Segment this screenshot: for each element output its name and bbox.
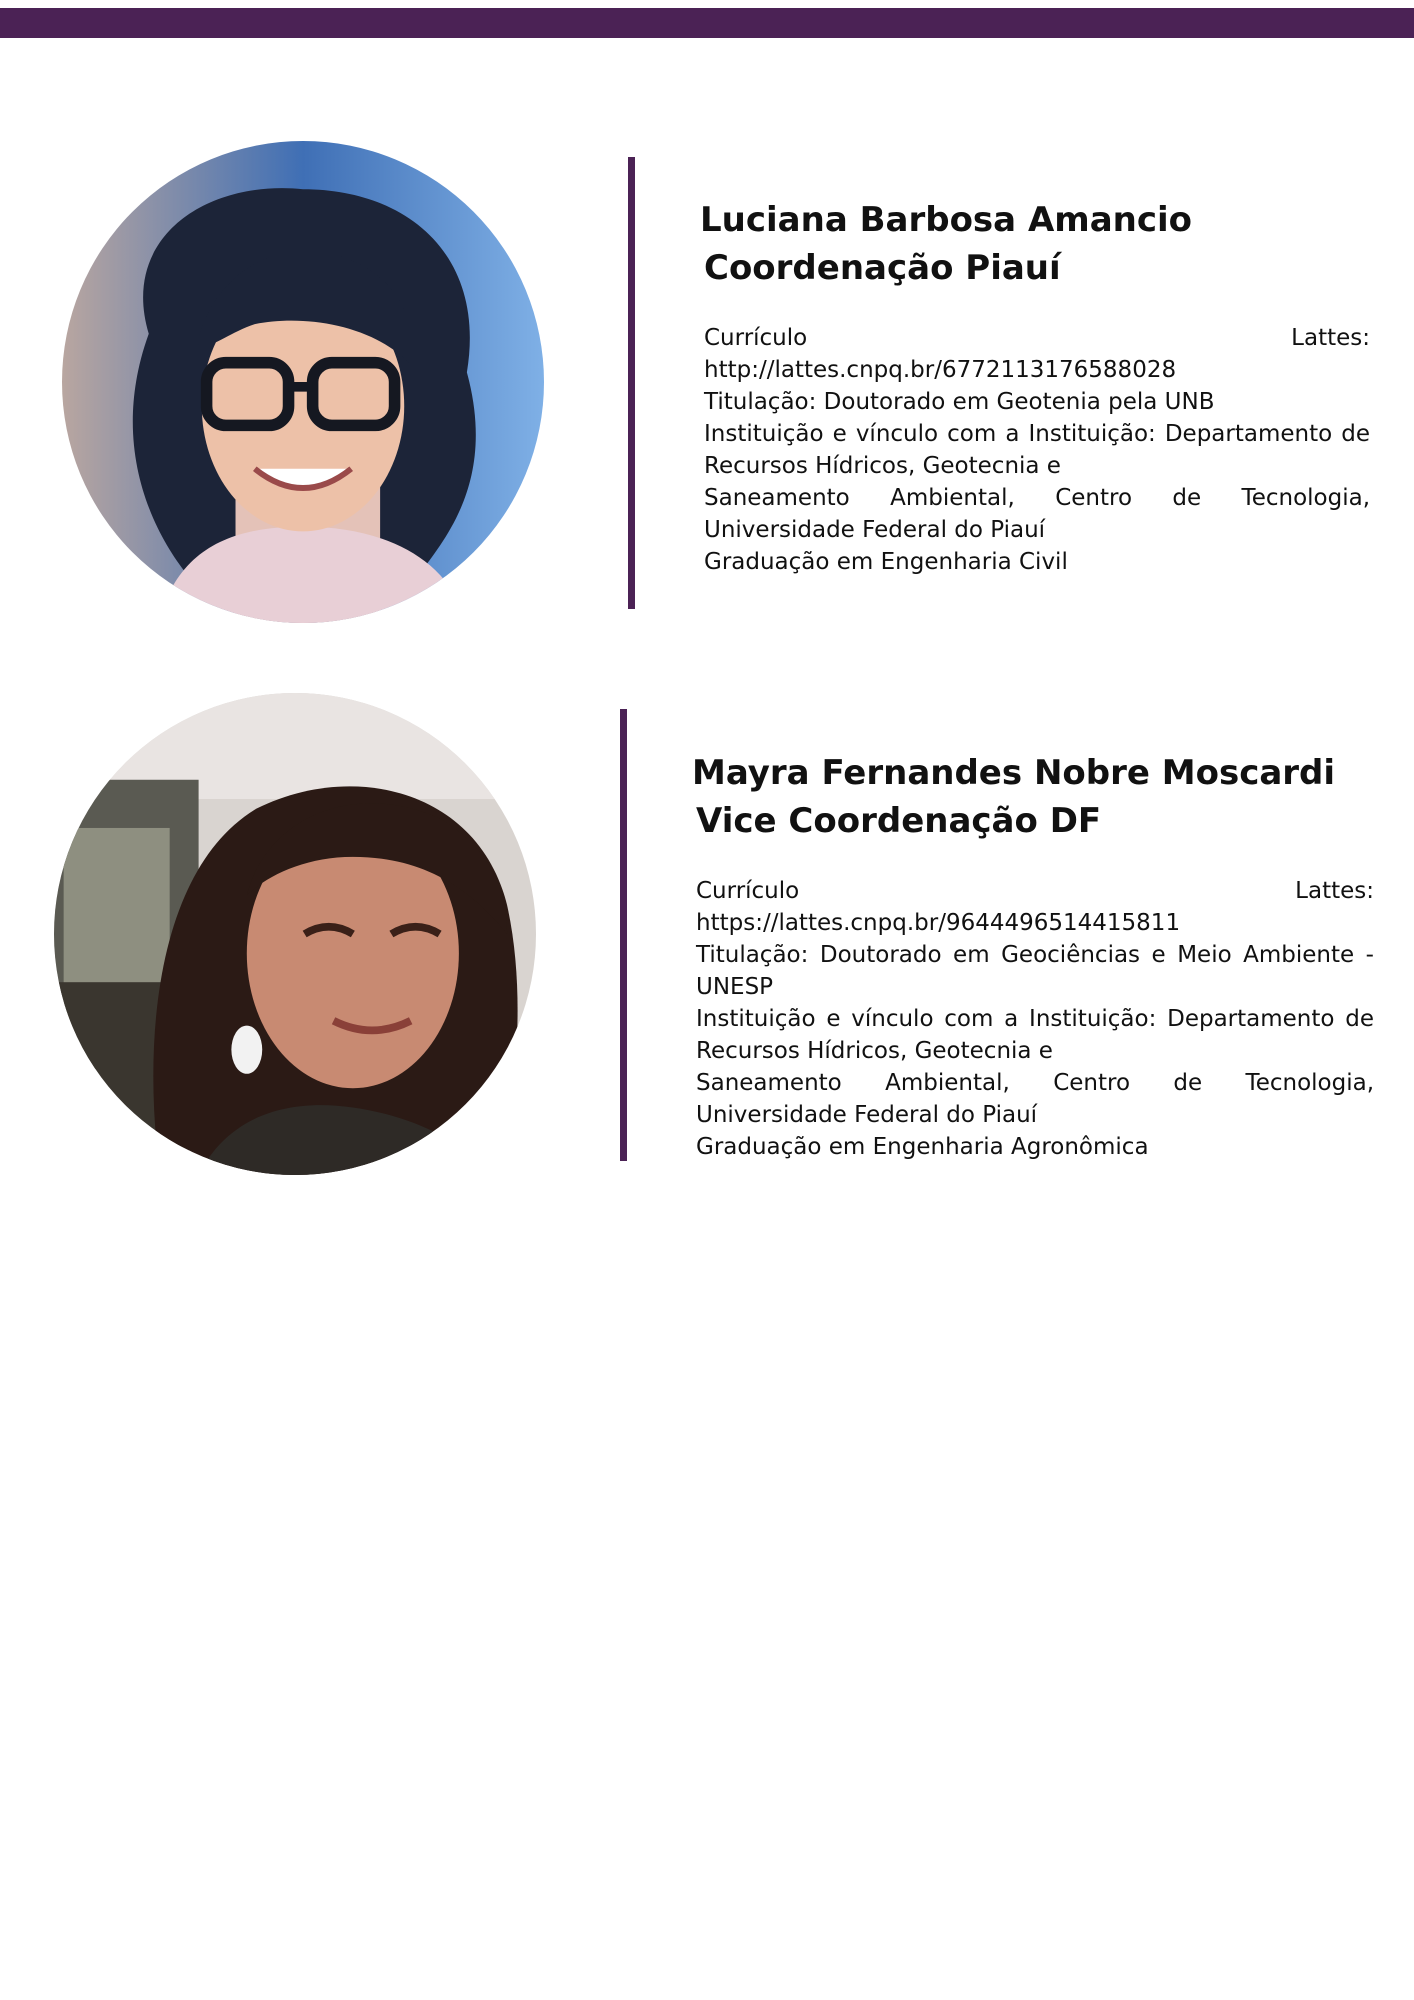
lattes-link[interactable]: Currículo Lattes: http://lattes.cnpq.br/6772113176588028: [704, 325, 1370, 383]
instituicao-text: Instituição e vínculo com a Instituição: Departamento de Recursos Hídricos, Geotecnia e: [704, 421, 1370, 479]
person-name: Mayra Fernandes Nobre Moscardi: [692, 753, 1336, 793]
person-role: Coordenação Piauí: [704, 248, 1061, 288]
portrait-illustration: [54, 693, 536, 1175]
profile-card-luciana: [700, 196, 1370, 578]
person-role: Vice Coordenação DF: [696, 801, 1102, 841]
instituicao-text: Instituição e vínculo com a Instituição: Departamento de Recursos Hídricos, Geotecnia e: [696, 1006, 1374, 1064]
titulacao-text: Titulação: Doutorado em Geotenia pela UNB: [704, 389, 1215, 415]
profile-details: [692, 875, 1374, 1163]
profile-details: [700, 322, 1370, 578]
profile-photo-luciana: [62, 141, 544, 623]
header-accent-bar: [0, 8, 1414, 38]
instituicao-text-continued: Saneamento Ambiental, Centro de Tecnologia, Universidade Federal do Piauí: [696, 1070, 1374, 1128]
profile-photo-mayra: [54, 693, 536, 1175]
graduacao-text: Graduação em Engenharia Civil: [704, 549, 1068, 575]
titulacao-text: Titulação: Doutorado em Geociências e Meio Ambiente - UNESP: [696, 942, 1374, 1000]
profile-card-mayra: [692, 749, 1374, 1163]
lattes-link[interactable]: Currículo Lattes: https://lattes.cnpq.br/9644496514415811: [696, 878, 1374, 936]
person-name: Luciana Barbosa Amancio: [700, 200, 1193, 240]
instituicao-text-continued: Saneamento Ambiental, Centro de Tecnologia, Universidade Federal do Piauí: [704, 485, 1370, 543]
graduacao-text: Graduação em Engenharia Agronômica: [696, 1134, 1149, 1160]
portrait-illustration: [62, 141, 544, 623]
profile-divider: [620, 709, 627, 1161]
profile-divider: [628, 157, 635, 609]
